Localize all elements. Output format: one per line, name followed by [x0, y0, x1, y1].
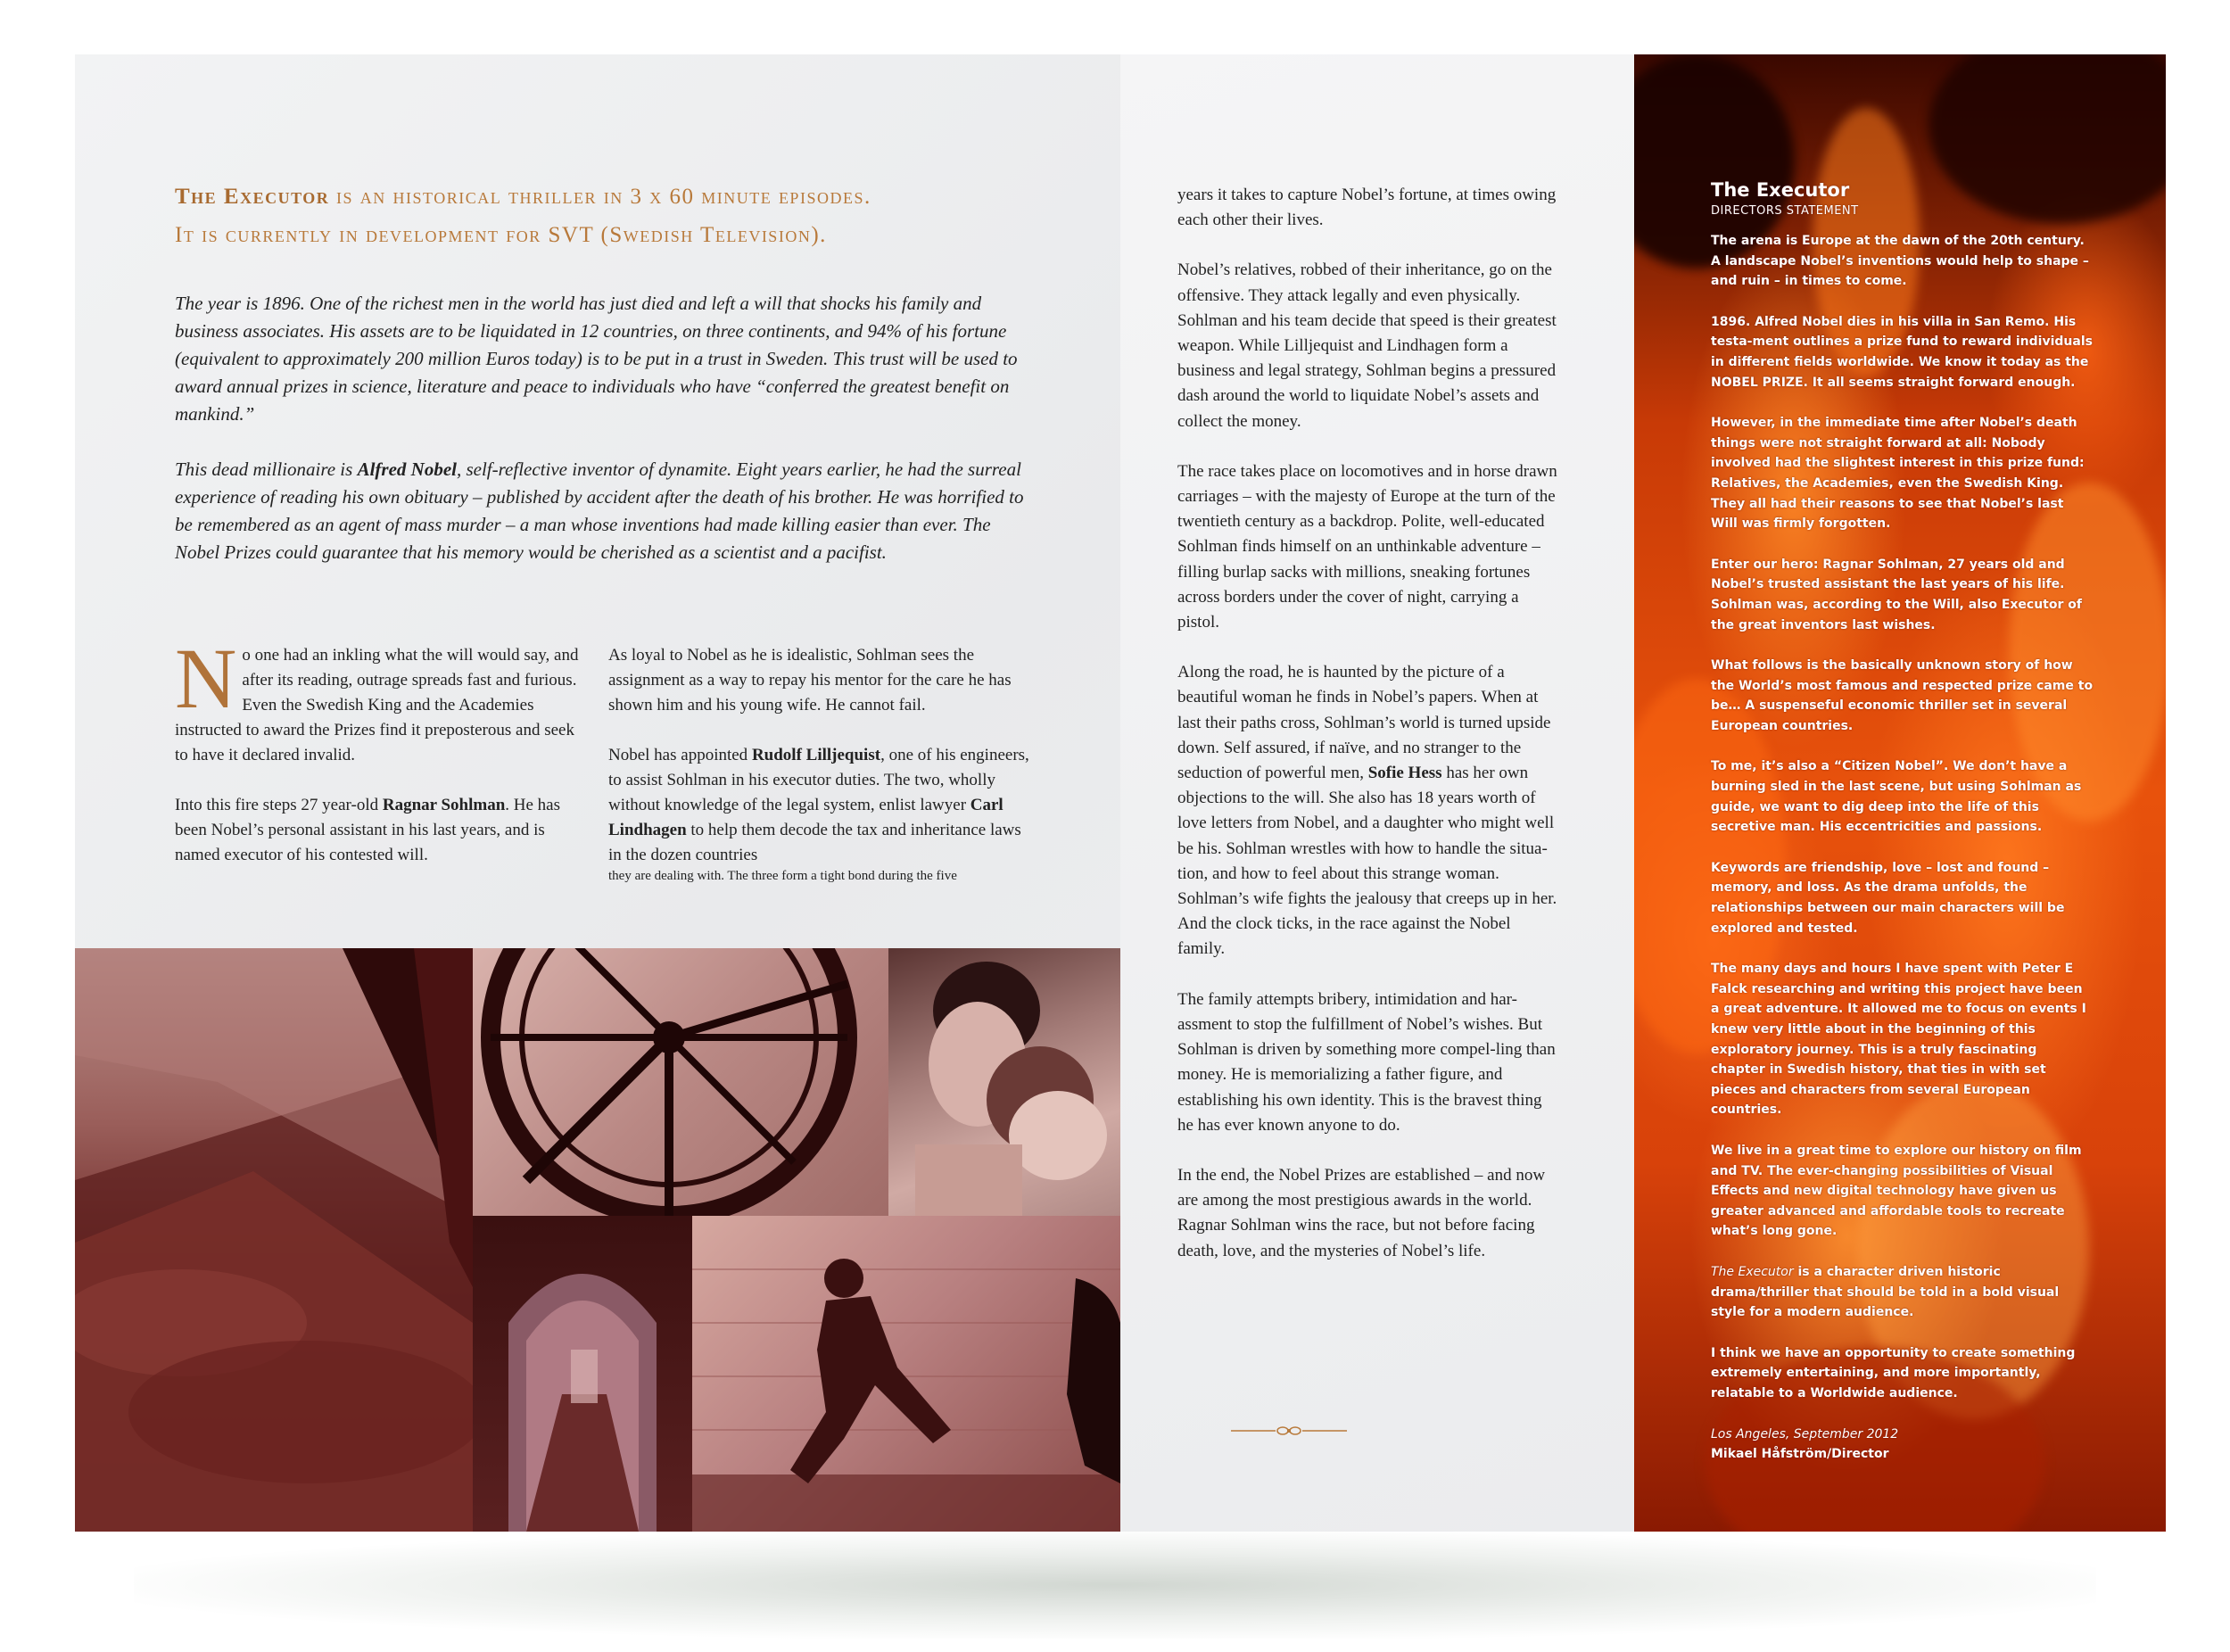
signature-place-date	[1711, 1425, 2094, 1445]
body-column-2	[608, 643, 1037, 884]
intro-p2-start: This dead millionaire is	[175, 458, 358, 480]
col1-p1-text: o one had an inkling what the will would say, and after its reading, outrage spreads fast and furious. Even the Swedish King and the Academies instructed to award the Prizes find it preposterous and seek to have it declared invalid.	[175, 646, 579, 764]
archway-photo	[473, 1216, 692, 1532]
statement-paragraph-11: I think we have an opportunity to create something extremely entertaining, and more importantly, relatable to a Worldwide audience.	[1711, 1345, 2076, 1400]
middle-text	[1177, 183, 1561, 1289]
directors-statement-page	[1634, 54, 2166, 1532]
statement-paragraph-9: We live in a great time to explore our history on film and TV. The ever-changing possibilities of Visual Effects and new digital technology have given us greater advanced and affordable tools to recreate what’s long gone.	[1711, 1143, 2082, 1239]
col2-paragraph-2	[608, 743, 1037, 868]
statement-paragraph-5: What follows is the basically unknown story of how the World’s most famous and respected prize came to be… A suspenseful economic thriller set in several European countries.	[1711, 658, 2094, 733]
ornament-divider	[1231, 1425, 1347, 1437]
name-sofie-hess: Sofie Hess	[1367, 764, 1442, 783]
mid-p3-start: Along the road, he is haunted by the picture of a beautiful woman he finds in Nobel’s papers. When at last their paths cross, Sohlman’s world is turned upside down. Self assured, if naïve, and no stranger to the seduction of powerful men,	[1177, 663, 1551, 783]
col2-p2-middle: , one of his engineers, to assist Sohlman in his executor duties. The two, wholly without knowledge of the legal system, enlist lawyer	[608, 746, 1029, 814]
couple-kiss-photo	[888, 948, 1120, 1216]
col2-continued-line: they are dealing with. The three form a tight bond during the five	[608, 869, 957, 883]
archway-illustration	[473, 1216, 692, 1532]
statement-paragraph-4: Enter our hero: Ragnar Sohlman, 27 years old and Nobel’s trusted assistant the last years of his life. Sohlman was, according to the Will, also Executor of the great inventors last wishes.	[1711, 557, 2082, 632]
statement-title: The Executor	[1711, 179, 1850, 201]
mid-paragraph-5: In the end, the Nobel Prizes are established – and now are among the most prestigious awards in the world. Ragnar Sohlman wins the race, but not before facing death, love, and the mysteries of Nobel’s life.	[1177, 1165, 1546, 1260]
directors-statement	[1711, 178, 2094, 1465]
mid-paragraph-3	[1177, 660, 1561, 962]
heading-line1: is an historical thriller in 3 x 60 minute episodes.	[329, 185, 871, 209]
statement-subtitle: DIRECTORS STATEMENT	[1711, 204, 1859, 218]
statement-p10-text: is a character driven historic drama/thriller that should be told in a bold visual style for a modern audience.	[1711, 1264, 2060, 1320]
middle-page	[1120, 54, 1634, 1532]
page-heading	[175, 178, 1067, 254]
col1-paragraph-2	[175, 793, 581, 868]
clock-photo	[473, 948, 888, 1216]
name-carl-lindhagen: Carl Lindhagen	[608, 796, 1004, 839]
mid-p3-end: has her own objections to the will. She also has 18 years worth of love letters from Nobel, and a daughter who might well be his. Sohlman wrestles with how to handle the situa-tion, and how to feel about this strange woman. Sohlman’s wife fights the jealousy that creeps up in her. And the clock ticks, in the race against the Nobel family.	[1177, 764, 1557, 959]
heading-title: The Executor	[175, 185, 330, 209]
left-page	[75, 54, 1120, 1532]
heading-line2: It is currently in development for SVT (Swedish Television).	[175, 223, 827, 247]
mid-paragraph-1: Nobel’s relatives, robbed of their inheritance, go on the offensive. They attack legally and even physically. Sohlman and his team decide that speed is their greatest weapon. While Lilljequist and Lindhagen form a business and legal strategy, Sohlman begins a pressured dash around the world to liquidate Nobel’s assets and collect the money.	[1177, 260, 1557, 431]
col2-p2-end: to help them decode the tax and inheritance laws in the dozen countries	[608, 821, 1021, 864]
statement-paragraph-10	[1711, 1262, 2094, 1323]
statement-paragraph-1: The arena is Europe at the dawn of the 20th century. A landscape Nobel’s inventions would help to shape – and ruin – in times to come.	[1711, 234, 2089, 289]
col1-paragraph-1	[175, 631, 581, 768]
intro-paragraph-2	[175, 456, 1031, 566]
brochure-spread	[75, 54, 2166, 1532]
train-illustration	[75, 948, 473, 1532]
mid-paragraph-4: The family attempts bribery, intimidation and har-assment to stop the fulfillment of Nobel’s wishes. But Sohlman is driven by something more compel-ling than money. He is memorializing a father figure, and establishing his own identity. This is the bravest thing he has ever known anyone to do.	[1177, 989, 1556, 1135]
name-rudolf-lilljequist: Rudolf Lilljequist	[751, 746, 881, 764]
col1-p2-end: . He has been Nobel’s personal assistant in his last years, and is named executor of his contested will.	[175, 796, 561, 864]
drop-cap: N	[175, 631, 237, 726]
mid-paragraph-0: years it takes to capture Nobel’s fortune, at times owing each other their lives.	[1177, 186, 1557, 230]
statement-paragraph-2: 1896. Alfred Nobel dies in his villa in San Remo. His testa-ment outlines a prize fund to reward individuals in different fields worldwide. We know it today as the NOBEL PRIZE. It all seems straight forward enough.	[1711, 314, 2093, 390]
statement-paragraph-6: To me, it’s also a “Citizen Nobel”. We don’t have a burning sled in the last scene, but using Sohlman as guide, we want to dig deep into the life of this secretive man. His eccentricities and passions.	[1711, 759, 2082, 835]
signature-place: Los Angeles, September 2012	[1711, 1426, 1899, 1441]
statement-paragraph-8: The many days and hours I have spent with Peter E Falck researching and writing this project have been a great adventure. It allowed me to focus on events I knew very little about in the beginning of this exploratory journey. This is a truly fascinating chapter in Swedish history, that ties in with set pieces and characters from several European countries.	[1711, 962, 2086, 1118]
statement-p10-title: The Executor	[1711, 1264, 1794, 1279]
mid-paragraph-2: The race takes place on locomotives and in horse drawn carriages – with the majesty of Europe at the turn of the twentieth century as a backdrop. Polite, well-educated Sohlman finds himself on an unthinkable adventure – filling burlap sacks with millions, sneaking fortunes across borders under the cover of night, carrying a pistol.	[1177, 461, 1557, 632]
name-ragnar-sohlman: Ragnar Sohlman	[382, 796, 506, 814]
running-shadow-photo	[692, 1216, 1120, 1532]
signature-name: Mikael Håfström/Director	[1711, 1447, 1889, 1462]
name-alfred-nobel: Alfred Nobel	[357, 458, 457, 480]
intro-p2-end: , self-reflective inventor of dynamite. Eight years earlier, he had the surreal experience of reading his own obituary – published by accident after the death of his brother. He was horrified to be remembered as an agent of mass murder – a man whose inventions had made killing easier than ever. The Nobel Prizes could guarantee that his memory would be cherished as a scientist and a pacifist.	[175, 458, 1024, 563]
col1-p2-start: Into this fire steps 27 year-old	[175, 796, 383, 814]
train-landscape-photo	[75, 948, 473, 1532]
body-column-1	[175, 631, 581, 893]
running-man-illustration	[692, 1216, 1120, 1532]
intro-text	[175, 290, 1031, 594]
photo-collage	[75, 948, 1120, 1532]
page-shadow	[134, 1532, 2096, 1639]
statement-paragraph-7: Keywords are friendship, love – lost and found – memory, and loss. As the drama unfolds, the relationships between our main characters will be explored and tested.	[1711, 860, 2065, 936]
intro-paragraph-1: The year is 1896. One of the richest men in the world has just died and left a will that shocks his family and business associates. His assets are to be liquidated in 12 countries, on three continents, and 94% of his fortune (equivalent to approximately 200 million Euros today) is to be put in a trust in Sweden. This trust will be used to award annual prizes in science, literature and peace to individuals who have “conferred the greatest benefit on mankind.”	[175, 293, 1018, 425]
col2-p2-start: Nobel has appointed	[608, 746, 752, 764]
statement-paragraph-3: However, in the immediate time after Nobel’s death things were not straight forward at all: Nobody involved had the slightest interest in this prize fund: Relatives, the Academies, even the Swedish King. They all had their reasons to see that Nobel’s last Will was firmly forgotten.	[1711, 416, 2085, 532]
couple-illustration	[888, 948, 1120, 1216]
clock-illustration	[473, 948, 888, 1216]
col2-paragraph-1: As loyal to Nobel as he is idealistic, Sohlman sees the assignment as a way to repay his mentor for the care he has shown him and his young wife. He cannot fail.	[608, 646, 1012, 714]
